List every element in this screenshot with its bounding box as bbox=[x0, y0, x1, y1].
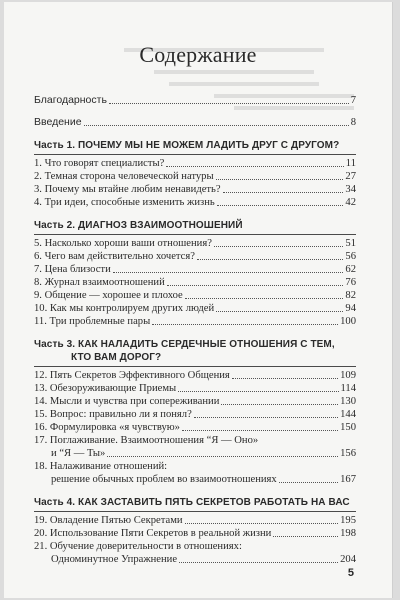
part-2-heading: Часть 2. ДИАГНОЗ ВЗАИМООТНОШЕНИЙ bbox=[34, 220, 243, 231]
chapter-17-title-line-1: 17. Поглаживание. Взаимоотношения “Я — Оно» bbox=[34, 435, 259, 446]
toc-entry-chapter-6[interactable]: 6. Чего вам действительно хочется? 56 bbox=[34, 251, 356, 262]
toc-entry-chapter-15[interactable]: 15. Вопрос: правильно ли я понял? 144 bbox=[34, 409, 356, 420]
toc-entry-chapter-16[interactable]: 16. Формулировка «я чувствую» 150 bbox=[34, 422, 356, 433]
toc-entry-chapter-10[interactable]: 10. Как мы контролируем других людей 94 bbox=[34, 303, 356, 314]
divider bbox=[34, 234, 356, 235]
toc-entry-acknowledgements[interactable]: Благодарность 7 bbox=[34, 94, 356, 106]
chapter-17-title-line-2: и “Я — Ты» bbox=[51, 448, 106, 459]
chapter-21-title-line-1: 21. Обучение доверительности в отношениях: bbox=[34, 541, 242, 552]
toc-entry-chapter-12[interactable]: 12. Пять Секретов Эффективного Общения 109 bbox=[34, 370, 356, 381]
page-number: 5 bbox=[347, 567, 354, 579]
divider bbox=[34, 154, 356, 155]
toc-entry-chapter-21[interactable]: 21. Обучение доверительности в отношениях: Одноминутное Упражнение 204 bbox=[34, 541, 356, 565]
part-3-heading bbox=[34, 338, 356, 364]
toc-entry-chapter-19[interactable]: 19. Овладение Пятью Секретами 195 bbox=[34, 515, 356, 526]
toc-entry-chapter-9[interactable]: 9. Общение — хорошее и плохое 82 bbox=[34, 290, 356, 301]
table-of-contents bbox=[34, 94, 356, 566]
toc-entry-introduction[interactable]: Введение 8 bbox=[34, 116, 356, 128]
book-page bbox=[4, 2, 393, 598]
toc-entry-chapter-4[interactable]: 4. Три идеи, способные изменить жизнь 42 bbox=[34, 197, 356, 208]
divider bbox=[34, 366, 356, 367]
toc-entry-chapter-8[interactable]: 8. Журнал взаимоотношений 76 bbox=[34, 277, 356, 288]
toc-entry-chapter-18[interactable]: 18. Налаживание отношений: решение обычных проблем во взаимоотношениях 167 bbox=[34, 461, 356, 485]
part-4-heading: Часть 4. КАК ЗАСТАВИТЬ ПЯТЬ СЕКРЕТОВ РАБОТАТЬ НА ВАС bbox=[34, 497, 350, 508]
toc-entry-chapter-14[interactable]: 14. Мысли и чувства при сопереживании 130 bbox=[34, 396, 356, 407]
page-title: Содержание bbox=[139, 42, 257, 67]
toc-entry-chapter-3[interactable]: 3. Почему мы втайне любим ненавидеть? 34 bbox=[34, 184, 356, 195]
toc-entry-chapter-1[interactable]: 1. Что говорят специалисты? 11 bbox=[34, 158, 356, 169]
toc-entry-chapter-5[interactable]: 5. Насколько хороши ваши отношения? 51 bbox=[34, 238, 356, 249]
chapter-18-title-line-1: 18. Налаживание отношений: bbox=[34, 461, 168, 472]
part-3-heading-line-2: КТО ВАМ ДОРОГ? bbox=[71, 352, 162, 363]
part-1-heading: Часть 1. ПОЧЕМУ МЫ НЕ МОЖЕМ ЛАДИТЬ ДРУГ С ДРУГОМ? bbox=[34, 140, 340, 151]
part-3-heading-line-1: Часть 3. КАК НАЛАДИТЬ СЕРДЕЧНЫЕ ОТНОШЕНИЯ С ТЕМ, bbox=[34, 339, 335, 350]
toc-entry-chapter-13[interactable]: 13. Обезоруживающие Приемы 114 bbox=[34, 383, 356, 394]
chapter-21-title-line-2: Одноминутное Упражнение bbox=[51, 554, 178, 565]
chapter-18-title-line-2: решение обычных проблем во взаимоотношениях bbox=[51, 474, 277, 485]
toc-entry-chapter-11[interactable]: 11. Три проблемные пары 100 bbox=[34, 316, 356, 327]
toc-entry-chapter-20[interactable]: 20. Использование Пяти Секретов в реальной жизни 198 bbox=[34, 528, 356, 539]
divider bbox=[34, 511, 356, 512]
toc-entry-chapter-7[interactable]: 7. Цена близости 62 bbox=[34, 264, 356, 275]
toc-entry-chapter-2[interactable]: 2. Темная сторона человеческой натуры 27 bbox=[34, 171, 356, 182]
toc-entry-chapter-17[interactable]: 17. Поглаживание. Взаимоотношения “Я — Оно» и “Я — Ты» 156 bbox=[34, 435, 356, 459]
